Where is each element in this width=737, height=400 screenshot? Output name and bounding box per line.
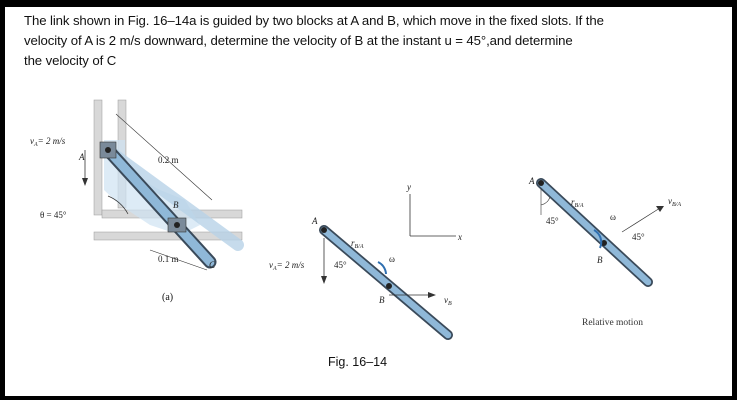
vba-arrowhead (656, 206, 664, 212)
label-y: y (407, 182, 411, 192)
label-a-right: A (529, 176, 535, 186)
subfigure-label-a: (a) (162, 292, 174, 303)
label-x: x (458, 232, 462, 242)
label-a-left: A (79, 152, 85, 162)
va-arrowhead-mid (321, 276, 327, 284)
label-omega-mid: ω (389, 254, 395, 264)
label-theta: θ = 45° (40, 210, 67, 220)
label-45-right-a: 45° (546, 216, 559, 226)
label-b-right: B (597, 255, 603, 265)
label-a-mid: A (312, 216, 318, 226)
pin-a-right (538, 180, 544, 186)
label-0-1m: 0.1 m (158, 254, 179, 264)
angle-arc-right (541, 197, 550, 205)
label-c: C (209, 260, 216, 270)
label-rba-right: $r_{B/A}$ (571, 197, 584, 209)
rod-mid (324, 230, 448, 335)
label-rba-mid: $r_{B/A}$ (351, 238, 364, 250)
problem-line-3: the velocity of C (24, 53, 117, 68)
problem-line-2: velocity of A is 2 m/s downward, determine the velocity of B at the instant u = 45°,and determine (24, 33, 573, 48)
problem-line-1: The link shown in Fig. 16–14a is guided by two blocks at A and B, which move in the fixed slots. If the (24, 13, 604, 28)
figure-relative-motion (528, 176, 681, 282)
label-b-mid: B (379, 295, 385, 305)
label-45-right-b: 45° (632, 232, 645, 242)
label-omega-right: ω (610, 212, 616, 222)
label-vb: $v_B$ (444, 295, 452, 307)
pin-b (174, 222, 180, 228)
figure-a (30, 100, 242, 270)
figure-b (269, 182, 462, 335)
label-b-left: B (173, 200, 179, 210)
va-arrowhead-left (82, 178, 88, 186)
label-0-2m: 0.2 m (158, 155, 179, 165)
vba-arrow (622, 208, 660, 232)
label-va-left: $v_A= 2$ m/s (30, 136, 66, 148)
pin-a-mid (321, 227, 327, 233)
label-45-mid: 45° (334, 260, 347, 270)
label-va-mid: $v_A= 2$ m/s (269, 260, 305, 272)
relative-motion-label: Relative motion (582, 318, 643, 328)
label-vba: $v_{B/A}$ (668, 196, 681, 208)
vb-arrowhead (428, 292, 436, 298)
figure-caption: Fig. 16–14 (328, 355, 388, 369)
pin-a (105, 147, 111, 153)
pin-b-mid (386, 283, 392, 289)
